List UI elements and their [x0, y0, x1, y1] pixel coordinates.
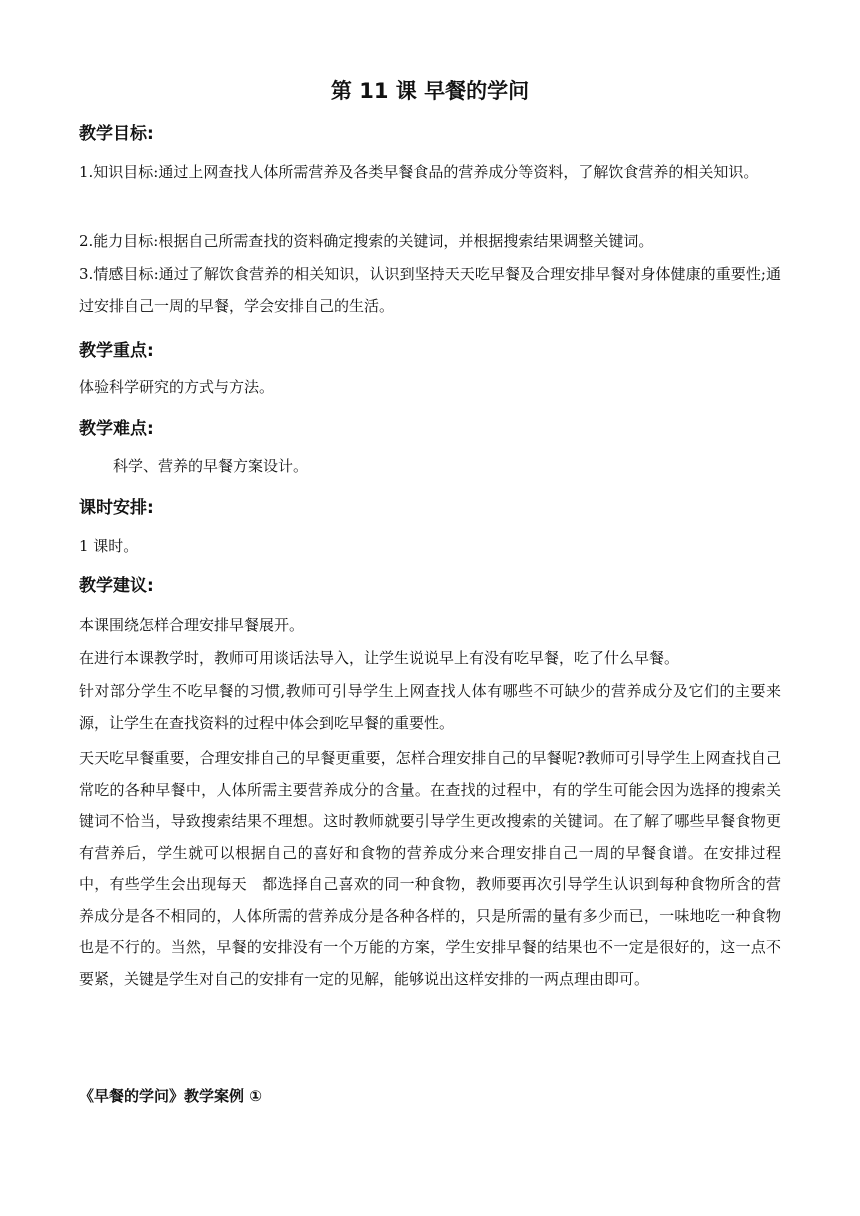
- schedule-heading: 课时安排:: [79, 498, 154, 518]
- difficulty-heading: 教学难点:: [79, 419, 154, 439]
- lesson-title: 第 11 课 早餐的学问: [330, 79, 530, 103]
- difficulty-text: 科学、营养的早餐方案设计。: [113, 457, 309, 475]
- goal-knowledge: 1.知识目标:通过上网查找人体所需营养及各类早餐食品的营养成分等资料，了解饮食营养的相关知识。: [79, 163, 759, 181]
- suggestion-paragraph: 在进行本课教学时，教师可用谈话法导入，让学生说说早上有没有吃早餐，吃了什么早餐。: [79, 649, 680, 667]
- key-point-heading: 教学重点:: [79, 341, 154, 361]
- suggestion-paragraph: 天天吃早餐重要，合理安排自己的早餐更重要，怎样合理安排自己的早餐呢?教师可引导学生上网查找自己常吃的各种早餐中，人体所需主要营养成分的含量。在查找的过程中，有的学生可能会因为选择的搜索关键词不恰当，导致搜索结果不理想。这时教师就要引导学生更改搜索的关键词。在了解了哪些早餐食物更有营养后，学生就可以根据自己的喜好和食物的营养成分来合理安排自己一周的早餐食谱。在安排过程中，有些学生会出现每天 都选择自己喜欢的同一种食物，教师要再次引导学生认识到每种食物所含的营养成分是各不相同的，人体所需的营养成分是各种各样的，只是所需的量有多少而已，一味地吃一种食物也是不行的。当然，早餐的安排没有一个万能的方案，学生安排早餐的结果也不一定是很好的，这一点不要紧，关键是学生对自己的安排有一定的见解，能够说出这样安排的一两点理由即可。: [79, 749, 781, 988]
- suggestion-paragraph: 针对部分学生不吃早餐的习惯,教师可引导学生上网查找人体有哪些不可缺少的营养成分及它们的主要来源，让学生在查找资料的过程中体会到吃早餐的重要性。: [79, 682, 781, 732]
- suggestion-heading: 教学建议:: [79, 576, 154, 596]
- goal-emotion: 3.情感目标:通过了解饮食营养的相关知识，认识到坚持天天吃早餐及合理安排早餐对身体健康的重要性;通过安排自己一周的早餐，学会安排自己的生活。: [79, 265, 781, 315]
- case-title: 《早餐的学问》教学案例 ①: [79, 1087, 262, 1105]
- key-point-text: 体验科学研究的方式与方法。: [79, 378, 275, 396]
- suggestion-paragraph: 本课围绕怎样合理安排早餐展开。: [79, 616, 305, 634]
- goal-ability: 2.能力目标:根据自己所需查找的资料确定搜索的关键词，并根据搜索结果调整关键词。: [79, 232, 654, 250]
- goals-heading: 教学目标:: [79, 124, 154, 144]
- schedule-text: 1 课时。: [79, 537, 139, 555]
